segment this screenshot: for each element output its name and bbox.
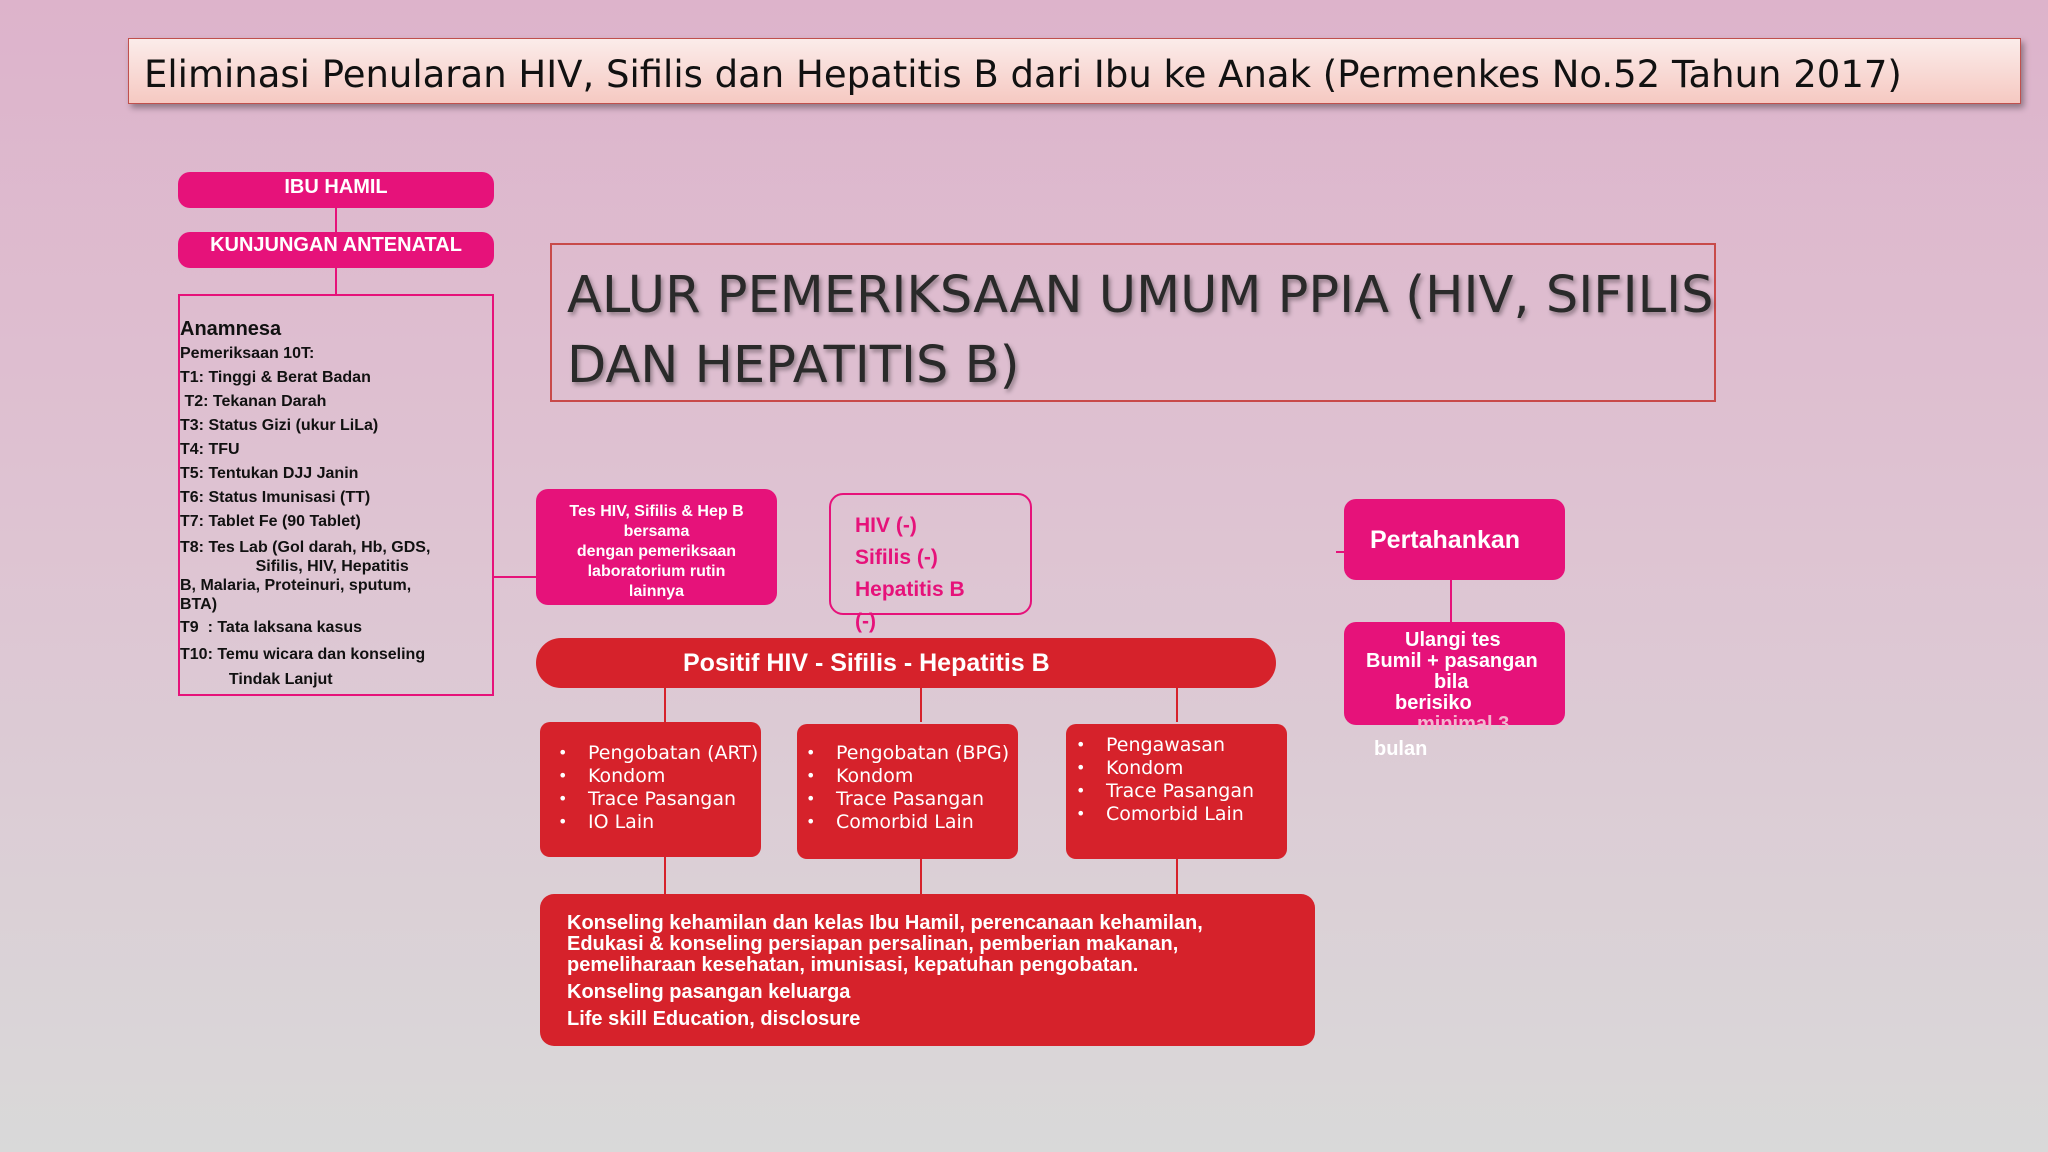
slide-title: Eliminasi Penularan HIV, Sifilis dan Hepatitis B dari Ibu ke Anak (Permenkes No.52 Tahun 2017) bbox=[128, 38, 2021, 104]
tes-line: laboratorium rutin bbox=[587, 563, 726, 580]
connector-line bbox=[1176, 859, 1178, 894]
ibu-hamil-node: IBU HAMIL bbox=[178, 172, 494, 208]
ulangi-line: bila bbox=[1434, 671, 1469, 693]
anamnesa-line: T4: TFU bbox=[180, 441, 240, 458]
negatif-line: Hepatitis B bbox=[855, 578, 965, 601]
action-item: • Trace Pasangan bbox=[1076, 780, 1287, 803]
action-item: • Pengobatan (BPG) bbox=[806, 742, 1018, 765]
action-item: • IO Lain bbox=[558, 811, 761, 834]
anamnesa-line: T6: Status Imunisasi (TT) bbox=[180, 489, 371, 506]
anamnesa-line: Tindak Lanjut bbox=[180, 671, 333, 688]
alur-title-line: ALUR PEMERIKSAAN UMUM PPIA (HIV, SIFILIS bbox=[567, 266, 1714, 325]
alur-title-box bbox=[550, 243, 1716, 402]
konseling-line: Edukasi & konseling persiapan persalinan, pemberian makanan, bbox=[567, 933, 1179, 955]
tes-line: Tes HIV, Sifilis & Hep B bbox=[569, 503, 744, 520]
alur-title-line: DAN HEPATITIS B) bbox=[567, 336, 1020, 395]
connector-line bbox=[1176, 688, 1178, 722]
connector-line bbox=[335, 208, 337, 232]
negatif-line: HIV (-) bbox=[855, 514, 917, 537]
action-item: • Comorbid Lain bbox=[806, 811, 1018, 834]
anamnesa-line: T1: Tinggi & Berat Badan bbox=[180, 369, 371, 386]
kunjungan-antenatal-node: KUNJUNGAN ANTENATAL bbox=[178, 232, 494, 268]
connector-line bbox=[920, 859, 922, 894]
konseling-line: Konseling kehamilan dan kelas Ibu Hamil, perencanaan kehamilan, bbox=[567, 912, 1203, 934]
action-item: • Comorbid Lain bbox=[1076, 803, 1287, 826]
action-box-hiv bbox=[540, 722, 761, 857]
negatif-line: (-) bbox=[855, 610, 876, 633]
connector-line bbox=[664, 688, 666, 722]
anamnesa-line: B, Malaria, Proteinuri, sputum, bbox=[180, 577, 412, 594]
negatif-line: Sifilis (-) bbox=[855, 546, 938, 569]
positif-result-bar: Positif HIV - Sifilis - Hepatitis B bbox=[536, 638, 1276, 688]
action-item: • Kondom bbox=[1076, 757, 1287, 780]
anamnesa-line: T9 : Tata laksana kasus bbox=[180, 619, 363, 636]
connector-line bbox=[1450, 580, 1452, 622]
ulangi-line: berisiko bbox=[1395, 692, 1472, 714]
action-item: • Pengobatan (ART) bbox=[558, 742, 761, 765]
anamnesa-line: BTA) bbox=[180, 596, 218, 613]
anamnesa-line: T8: Tes Lab (Gol darah, Hb, GDS, bbox=[180, 539, 431, 556]
ulangi-line: bulan bbox=[1374, 738, 1428, 760]
action-item: • Pengawasan bbox=[1076, 734, 1287, 757]
anamnesa-line: T2: Tekanan Darah bbox=[180, 393, 327, 410]
action-box-sifilis bbox=[797, 724, 1018, 859]
ulangi-line: minimal 3 bbox=[1417, 713, 1510, 735]
anamnesa-heading: Anamnesa bbox=[180, 318, 282, 340]
tes-line: lainnya bbox=[628, 583, 685, 600]
tes-hiv-sifilis-hepb-box bbox=[536, 489, 777, 605]
ulangi-line: Bumil + pasangan bbox=[1366, 650, 1538, 672]
connector-line bbox=[335, 268, 337, 294]
tes-line: bersama bbox=[623, 523, 690, 540]
konseling-line: Konseling pasangan keluarga bbox=[567, 981, 851, 1003]
negatif-result-box bbox=[829, 493, 1032, 633]
connector-line bbox=[920, 688, 922, 722]
connector-line bbox=[1336, 551, 1344, 553]
anamnesa-line: T5: Tentukan DJJ Janin bbox=[180, 465, 359, 482]
action-item: • Trace Pasangan bbox=[806, 788, 1018, 811]
anamnesa-line: Sifilis, HIV, Hepatitis bbox=[180, 558, 409, 575]
pertahankan-node: Pertahankan bbox=[1344, 499, 1565, 580]
action-item: • Trace Pasangan bbox=[558, 788, 761, 811]
action-item: • Kondom bbox=[806, 765, 1018, 788]
anamnesa-box bbox=[178, 294, 494, 696]
anamnesa-line: Pemeriksaan 10T: bbox=[180, 345, 315, 362]
anamnesa-line: T3: Status Gizi (ukur LiLa) bbox=[180, 417, 379, 434]
ulangi-line: Ulangi tes bbox=[1405, 629, 1501, 651]
anamnesa-line: T10: Temu wicara dan konseling bbox=[180, 646, 426, 663]
ulangi-tes-text bbox=[1344, 630, 1565, 760]
connector-line bbox=[664, 857, 666, 894]
action-box-hepatitis bbox=[1066, 724, 1287, 859]
konseling-box bbox=[540, 894, 1315, 1046]
konseling-line: Life skill Education, disclosure bbox=[567, 1008, 861, 1030]
konseling-line: pemeliharaan kesehatan, imunisasi, kepatuhan pengobatan. bbox=[567, 954, 1139, 976]
tes-line: dengan pemeriksaan bbox=[576, 543, 737, 560]
connector-line bbox=[494, 576, 536, 578]
anamnesa-line: T7: Tablet Fe (90 Tablet) bbox=[180, 513, 361, 530]
action-item: • Kondom bbox=[558, 765, 761, 788]
